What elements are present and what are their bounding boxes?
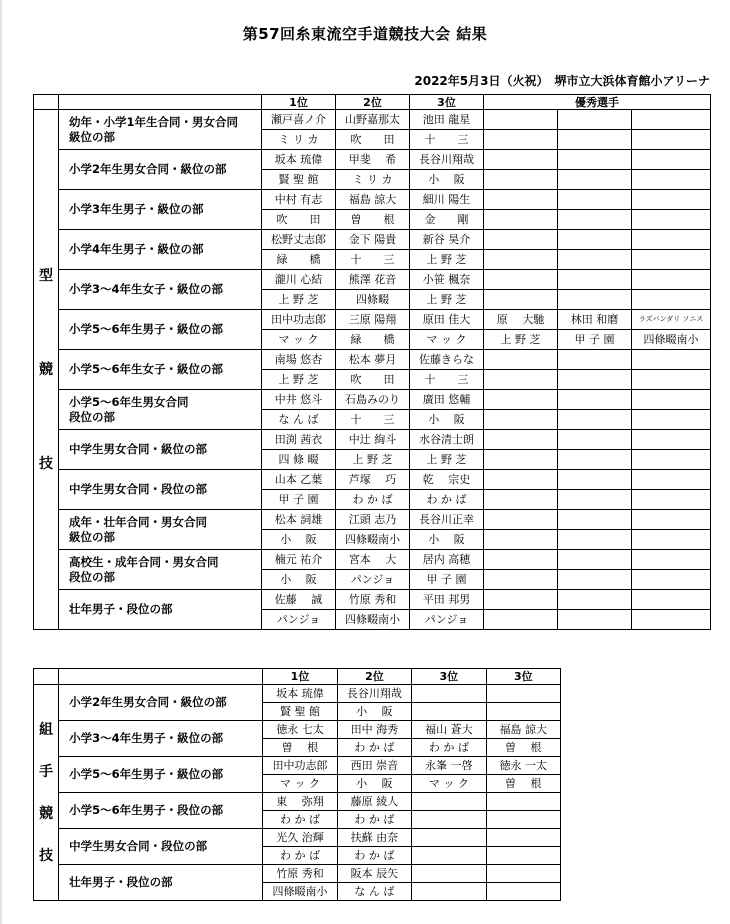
winner-club xyxy=(412,811,486,829)
winner-club xyxy=(484,290,558,310)
winner-name: 松本 詞雄 xyxy=(262,510,336,530)
winner-name xyxy=(558,110,632,130)
winner-name: 田渕 茜衣 xyxy=(262,430,336,450)
winner-club: ミ リ カ xyxy=(262,130,336,150)
event-row-top xyxy=(34,829,561,847)
winner-club xyxy=(412,847,486,865)
winner-name xyxy=(484,110,558,130)
category-char: 技 xyxy=(39,847,54,864)
winner-name: 山本 乙葉 xyxy=(262,470,336,490)
winner-name xyxy=(484,470,558,490)
winner-club: 甲 子 園 xyxy=(410,570,484,590)
event-name: 小学5～6年生男女合同 段位の部 xyxy=(59,390,262,430)
event-row-top xyxy=(34,350,711,370)
event-name: 成年・壮年合同・男女合同 級位の部 xyxy=(59,510,262,550)
event-row-top xyxy=(34,721,561,739)
winner-club: 賢 聖 館 xyxy=(263,703,337,721)
winner-name: 竹原 秀和 xyxy=(336,590,410,610)
winner-name: 金下 陽貴 xyxy=(336,230,410,250)
event-name: 中学生男女合同・段位の部 xyxy=(59,829,263,865)
winner-club xyxy=(632,570,711,590)
winner-name xyxy=(412,685,486,703)
event-row-top xyxy=(34,110,711,130)
winner-name: 原 大馳 xyxy=(484,310,558,330)
winner-club xyxy=(486,883,560,901)
winner-name xyxy=(484,150,558,170)
winner-name xyxy=(632,550,711,570)
winner-club: 吹 田 xyxy=(262,210,336,230)
winner-club xyxy=(632,290,711,310)
winner-club: 四條畷南小 xyxy=(336,610,410,630)
winner-club xyxy=(484,410,558,430)
kumite-results-table xyxy=(33,668,561,901)
winner-name xyxy=(484,350,558,370)
winner-club xyxy=(632,410,711,430)
category-char: 技 xyxy=(39,455,53,472)
winner-name: 福山 蒼大 xyxy=(412,721,486,739)
winner-name: 新谷 昊介 xyxy=(410,230,484,250)
winner-name: 細川 陽生 xyxy=(410,190,484,210)
winner-club xyxy=(632,490,711,510)
winner-name: 東 弥翔 xyxy=(263,793,337,811)
event-row-top xyxy=(34,150,711,170)
event-name: 小学2年生男女合同・級位の部 xyxy=(59,685,263,721)
winner-club: 小 阪 xyxy=(410,170,484,190)
winner-name: 坂本 琉偉 xyxy=(262,150,336,170)
winner-name xyxy=(558,350,632,370)
winner-club xyxy=(484,210,558,230)
winner-name: 中井 悠斗 xyxy=(262,390,336,410)
winner-club xyxy=(558,610,632,630)
winner-club xyxy=(484,610,558,630)
header-blank xyxy=(34,669,59,685)
event-row-top xyxy=(34,510,711,530)
winner-name: 芦塚 巧 xyxy=(336,470,410,490)
winner-name: 居内 高穂 xyxy=(410,550,484,570)
winner-club xyxy=(486,811,560,829)
winner-name xyxy=(486,685,560,703)
event-row-top xyxy=(34,390,711,410)
winner-club: 十 三 xyxy=(410,130,484,150)
event-name: 小学2年生男女合同・級位の部 xyxy=(59,150,262,190)
winner-name: 熊澤 花音 xyxy=(336,270,410,290)
winner-club: 上 野 芝 xyxy=(410,290,484,310)
event-name: 小学5～6年生男子・級位の部 xyxy=(59,310,262,350)
event-name: 小学3～4年生男子・級位の部 xyxy=(59,721,263,757)
winner-name: 徳永 七太 xyxy=(263,721,337,739)
winner-club xyxy=(632,530,711,550)
event-name: 中学生男女合同・段位の部 xyxy=(59,470,262,510)
winner-club xyxy=(632,250,711,270)
winner-name: 田中 海秀 xyxy=(337,721,411,739)
event-row-top xyxy=(34,190,711,210)
event-row-top xyxy=(34,550,711,570)
winner-club: 上 野 芝 xyxy=(336,450,410,470)
winner-name xyxy=(486,793,560,811)
winner-club xyxy=(558,370,632,390)
winner-club: パンジョ xyxy=(410,610,484,630)
category-char: 競 xyxy=(39,805,54,822)
winner-name: 長谷川正幸 xyxy=(410,510,484,530)
winner-club: 上 野 芝 xyxy=(410,450,484,470)
winner-name: ラズバンダリ ソニス xyxy=(632,310,711,330)
winner-club: マ ッ ク xyxy=(412,775,486,793)
winner-club: マ ッ ク xyxy=(262,330,336,350)
winner-name xyxy=(484,430,558,450)
winner-club: 小 阪 xyxy=(410,410,484,430)
event-row-top xyxy=(34,757,561,775)
event-name: 壮年男子・段位の部 xyxy=(59,865,263,901)
winner-club xyxy=(484,370,558,390)
winner-name: 小笹 楓奈 xyxy=(410,270,484,290)
date-venue: 2022年5月3日（火祝） 堺市立大浜体育館小アリーナ xyxy=(414,74,710,88)
page-title: 第57回糸東流空手道競技大会 結果 xyxy=(242,25,488,43)
kata-results-table xyxy=(33,94,711,630)
winner-name: 松本 夢月 xyxy=(336,350,410,370)
winner-name: 中辻 絢斗 xyxy=(336,430,410,450)
winner-club: パンジョ xyxy=(336,570,410,590)
winner-name: 阪本 辰矢 xyxy=(337,865,411,883)
category-label xyxy=(34,685,59,901)
winner-club: 小 阪 xyxy=(262,570,336,590)
header-1st: 1位 xyxy=(262,95,336,110)
winner-club xyxy=(412,703,486,721)
winner-name: 平田 邦男 xyxy=(410,590,484,610)
event-row-top xyxy=(34,470,711,490)
event-name: 中学生男女合同・級位の部 xyxy=(59,430,262,470)
winner-club: 曽 根 xyxy=(486,739,560,757)
winner-name: 甲斐 希 xyxy=(336,150,410,170)
winner-name: 楠元 祐介 xyxy=(262,550,336,570)
winner-club: 小 阪 xyxy=(262,530,336,550)
winner-club xyxy=(484,530,558,550)
winner-name xyxy=(632,230,711,250)
header-1st: 1位 xyxy=(263,669,337,685)
winner-club: 十 三 xyxy=(410,370,484,390)
winner-club xyxy=(484,570,558,590)
event-row-top xyxy=(34,793,561,811)
winner-club xyxy=(558,130,632,150)
winner-club xyxy=(632,610,711,630)
event-row-top xyxy=(34,270,711,290)
winner-club xyxy=(558,250,632,270)
winner-club xyxy=(558,490,632,510)
winner-name xyxy=(412,793,486,811)
winner-name: 松野丈志郎 xyxy=(262,230,336,250)
winner-name: 山野嘉那太 xyxy=(336,110,410,130)
winner-club: 緑 橋 xyxy=(262,250,336,270)
winner-name: 福島 諒大 xyxy=(486,721,560,739)
winner-club: わ か ば xyxy=(337,847,411,865)
winner-club xyxy=(632,170,711,190)
event-name: 小学4年生男子・級位の部 xyxy=(59,230,262,270)
winner-name xyxy=(484,550,558,570)
winner-name: 乾 宗史 xyxy=(410,470,484,490)
winner-club: 四 條 畷 xyxy=(262,450,336,470)
event-name: 高校生・成年合同・男女合同 段位の部 xyxy=(59,550,262,590)
winner-club: ミ リ カ xyxy=(336,170,410,190)
winner-club: 四條畷南小 xyxy=(336,530,410,550)
winner-name xyxy=(558,590,632,610)
header-3rd: 3位 xyxy=(410,95,484,110)
category-char: 組 xyxy=(39,721,54,738)
winner-name xyxy=(632,190,711,210)
category-char: 型 xyxy=(39,267,53,284)
winner-club xyxy=(558,410,632,430)
winner-club: 上 野 芝 xyxy=(262,370,336,390)
winner-name: 中村 有志 xyxy=(262,190,336,210)
winner-club xyxy=(558,290,632,310)
header-3rd-b: 3位 xyxy=(486,669,560,685)
winner-club: マ ッ ク xyxy=(263,775,337,793)
event-name: 小学3～4年生女子・級位の部 xyxy=(59,270,262,310)
page-edge xyxy=(0,0,2,924)
event-name: 小学5～6年生女子・級位の部 xyxy=(59,350,262,390)
winner-club: 四條畷 xyxy=(336,290,410,310)
category-label xyxy=(34,110,59,630)
winner-name: 光久 治輝 xyxy=(263,829,337,847)
winner-name: 長谷川翔哉 xyxy=(410,150,484,170)
winner-club xyxy=(558,170,632,190)
winner-name xyxy=(486,829,560,847)
winner-name xyxy=(632,470,711,490)
winner-name: 徳永 一太 xyxy=(486,757,560,775)
event-row-top xyxy=(34,685,561,703)
winner-club: パンジョ xyxy=(262,610,336,630)
header-2nd: 2位 xyxy=(337,669,411,685)
winner-name: 佐藤きらな xyxy=(410,350,484,370)
winner-club: わ か ば xyxy=(263,811,337,829)
winner-name: 藤原 綾人 xyxy=(337,793,411,811)
event-name: 幼年・小学1年生合同・男女合同 級位の部 xyxy=(59,110,262,150)
winner-club xyxy=(558,210,632,230)
winner-club: 賢 聖 館 xyxy=(262,170,336,190)
winner-club: 吹 田 xyxy=(336,130,410,150)
winner-name: 田中功志郎 xyxy=(263,757,337,775)
winner-club: 曽 根 xyxy=(486,775,560,793)
winner-club xyxy=(484,170,558,190)
winner-name xyxy=(558,430,632,450)
winner-name xyxy=(412,829,486,847)
winner-club xyxy=(632,130,711,150)
winner-name: 田中功志郎 xyxy=(262,310,336,330)
winner-name xyxy=(632,390,711,410)
winner-club xyxy=(486,703,560,721)
winner-name: 水谷清士朗 xyxy=(410,430,484,450)
winner-name xyxy=(558,390,632,410)
winner-club: わ か ば xyxy=(410,490,484,510)
winner-club: わ か ば xyxy=(263,847,337,865)
winner-club xyxy=(632,450,711,470)
winner-club xyxy=(558,570,632,590)
winner-name: 永峯 一啓 xyxy=(412,757,486,775)
winner-club: わ か ば xyxy=(336,490,410,510)
winner-name xyxy=(484,590,558,610)
winner-club: 甲 子 園 xyxy=(262,490,336,510)
header-blank xyxy=(59,669,263,685)
event-name: 小学3年生男子・級位の部 xyxy=(59,190,262,230)
header-blank xyxy=(34,95,59,110)
event-row-top xyxy=(34,430,711,450)
winner-club xyxy=(558,450,632,470)
winner-club: わ か ば xyxy=(412,739,486,757)
winner-name: 長谷川翔哉 xyxy=(337,685,411,703)
winner-name: 三原 陽翔 xyxy=(336,310,410,330)
winner-name xyxy=(558,470,632,490)
winner-name xyxy=(632,590,711,610)
winner-name xyxy=(484,270,558,290)
event-row-top xyxy=(34,310,711,330)
winner-name xyxy=(558,230,632,250)
winner-club: 小 阪 xyxy=(337,775,411,793)
winner-club: 十 三 xyxy=(336,410,410,430)
winner-name xyxy=(484,190,558,210)
winner-name: 林田 和磨 xyxy=(558,310,632,330)
winner-club xyxy=(484,130,558,150)
winner-club: 吹 田 xyxy=(336,370,410,390)
winner-name: 西田 崇音 xyxy=(337,757,411,775)
winner-name xyxy=(486,865,560,883)
winner-name: 南場 悠杏 xyxy=(262,350,336,370)
winner-name xyxy=(632,510,711,530)
winner-club: 小 阪 xyxy=(337,703,411,721)
winner-name xyxy=(484,390,558,410)
winner-name: 竹原 秀和 xyxy=(263,865,337,883)
event-row-top xyxy=(34,230,711,250)
winner-club xyxy=(486,847,560,865)
winner-name xyxy=(632,430,711,450)
winner-name xyxy=(632,270,711,290)
winner-club: 曽 根 xyxy=(263,739,337,757)
winner-name: 宮本 大 xyxy=(336,550,410,570)
winner-club: 上 野 芝 xyxy=(410,250,484,270)
winner-name xyxy=(558,550,632,570)
winner-name xyxy=(558,510,632,530)
winner-name xyxy=(558,190,632,210)
winner-club: 上 野 芝 xyxy=(262,290,336,310)
header-2nd: 2位 xyxy=(336,95,410,110)
winner-club xyxy=(484,250,558,270)
winner-name xyxy=(484,230,558,250)
winner-club xyxy=(412,883,486,901)
winner-club: 金 剛 xyxy=(410,210,484,230)
winner-name: 原田 佳大 xyxy=(410,310,484,330)
header-excellent: 優秀選手 xyxy=(484,95,711,110)
winner-club: 十 三 xyxy=(336,250,410,270)
winner-name: 佐藤 誠 xyxy=(262,590,336,610)
winner-name xyxy=(558,270,632,290)
winner-name: 瀬戸喜ノ介 xyxy=(262,110,336,130)
winner-club xyxy=(484,450,558,470)
winner-club: マ ッ ク xyxy=(410,330,484,350)
event-name: 壮年男子・段位の部 xyxy=(59,590,262,630)
winner-club: わ か ば xyxy=(337,811,411,829)
winner-club xyxy=(558,530,632,550)
winner-club: 緑 橋 xyxy=(336,330,410,350)
winner-name: 福島 諒大 xyxy=(336,190,410,210)
category-char: 競 xyxy=(39,361,53,378)
winner-name xyxy=(558,150,632,170)
category-char: 手 xyxy=(39,763,54,780)
winner-name: 瀧川 心結 xyxy=(262,270,336,290)
winner-name xyxy=(632,110,711,130)
winner-name: 池田 龍星 xyxy=(410,110,484,130)
winner-name xyxy=(412,865,486,883)
header-blank xyxy=(59,95,262,110)
winner-name xyxy=(484,510,558,530)
event-row-top xyxy=(34,590,711,610)
winner-club: 四條畷南小 xyxy=(632,330,711,350)
event-name: 小学5～6年生男子・級位の部 xyxy=(59,757,263,793)
winner-name xyxy=(632,150,711,170)
winner-club xyxy=(632,370,711,390)
event-name: 小学5～6年生男子・段位の部 xyxy=(59,793,263,829)
event-row-top xyxy=(34,865,561,883)
winner-club: わ か ば xyxy=(337,739,411,757)
winner-club xyxy=(632,210,711,230)
winner-club: な ん ば xyxy=(262,410,336,430)
winner-name: 扶蘇 由奈 xyxy=(337,829,411,847)
winner-club: 小 阪 xyxy=(410,530,484,550)
winner-name: 坂本 琉偉 xyxy=(263,685,337,703)
header-3rd: 3位 xyxy=(412,669,486,685)
winner-name: 廣田 悠輔 xyxy=(410,390,484,410)
winner-club: な ん ば xyxy=(337,883,411,901)
winner-club: 上 野 芝 xyxy=(484,330,558,350)
winner-club xyxy=(484,490,558,510)
winner-name xyxy=(632,350,711,370)
winner-name: 石島みのり xyxy=(336,390,410,410)
winner-name: 江頭 志乃 xyxy=(336,510,410,530)
winner-club: 四條畷南小 xyxy=(263,883,337,901)
winner-club: 甲 子 園 xyxy=(558,330,632,350)
winner-club: 曽 根 xyxy=(336,210,410,230)
